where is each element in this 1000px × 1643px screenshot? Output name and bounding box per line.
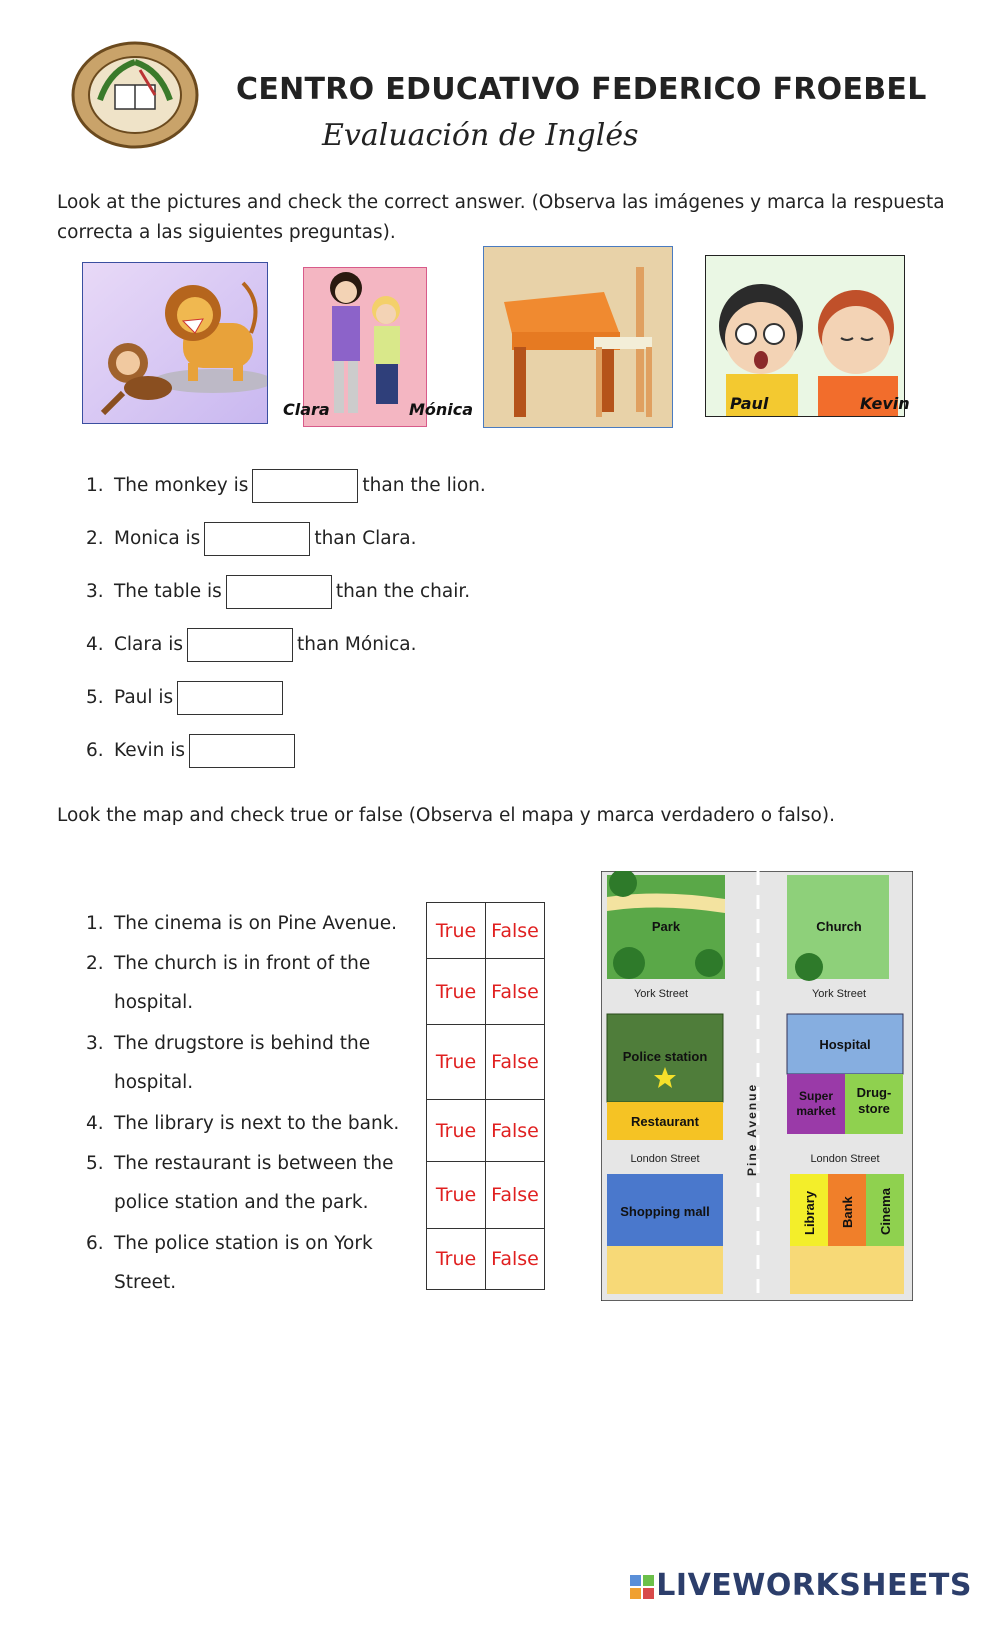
map-police-label: Police station <box>622 1049 708 1064</box>
true-option-5[interactable]: True <box>427 1162 486 1229</box>
question-number: 6. <box>86 740 104 761</box>
map-york-street-left: York Street <box>633 988 689 1000</box>
question-number: 3. <box>86 581 104 602</box>
statement-number: 4. <box>86 1113 104 1134</box>
question-text: The table is <box>114 581 222 602</box>
caption-paul: Paul <box>730 394 769 413</box>
question-5 <box>86 680 287 716</box>
statement-5 <box>86 1144 394 1222</box>
question-3 <box>86 574 470 610</box>
caption-monica: Mónica <box>409 400 474 419</box>
statement-number: 2. <box>86 953 104 974</box>
false-option-1[interactable]: False <box>486 903 545 959</box>
statement-text-cont: hospital. <box>114 992 194 1013</box>
map-london-street-left: London Street <box>630 1153 700 1165</box>
false-option-3[interactable]: False <box>486 1025 545 1100</box>
statement-number: 6. <box>86 1233 104 1254</box>
false-option-2[interactable]: False <box>486 959 545 1025</box>
map-pine-avenue-label: Pine Avenue <box>745 1082 759 1176</box>
question-number: 2. <box>86 528 104 549</box>
school-name: CENTRO EDUCATIVO FEDERICO FROEBEL <box>236 72 927 107</box>
question-text-after: than Mónica. <box>297 634 417 655</box>
true-option-1[interactable]: True <box>427 903 486 959</box>
map-library-label: Library <box>802 1190 817 1235</box>
false-option-4[interactable]: False <box>486 1100 545 1162</box>
map-hospital-label: Hospital <box>819 1037 871 1052</box>
statement-text: The church is in front of the <box>114 953 371 974</box>
question-text: Monica is <box>114 528 201 549</box>
map-church-label: Church <box>816 919 862 934</box>
true-false-table <box>426 902 545 1290</box>
statement-text-cont: hospital. <box>114 1072 194 1093</box>
true-option-4[interactable]: True <box>427 1100 486 1162</box>
question-number: 5. <box>86 687 104 708</box>
statement-4 <box>86 1104 399 1143</box>
question-4 <box>86 627 416 663</box>
statement-text: The restaurant is between the <box>114 1153 394 1174</box>
map-drugstore-label-1: Drug- <box>856 1085 892 1100</box>
map-bank-label: Bank <box>840 1196 855 1228</box>
false-option-5[interactable]: False <box>486 1162 545 1229</box>
question-text-after: than the chair. <box>335 581 471 602</box>
answer-box-4[interactable] <box>187 628 293 662</box>
caption-clara: Clara <box>283 400 330 419</box>
true-option-3[interactable]: True <box>427 1025 486 1100</box>
map-shopping-mall-label: Shopping mall <box>620 1204 710 1219</box>
map-cinema-label: Cinema <box>878 1188 893 1235</box>
map-drugstore-label-2: store <box>858 1101 890 1116</box>
map-restaurant-label: Restaurant <box>631 1114 699 1129</box>
true-option-6[interactable]: True <box>427 1229 486 1290</box>
instruction-map: Look the map and check true or false (Observa el mapa y marca verdadero o falso). <box>57 805 835 826</box>
table-chair-picture <box>483 246 673 428</box>
page-subtitle: Evaluación de Inglés <box>322 118 639 153</box>
statement-text: The police station is on York <box>114 1233 373 1254</box>
paul-kevin-picture <box>705 255 905 417</box>
answer-box-5[interactable] <box>177 681 283 715</box>
answer-box-2[interactable] <box>204 522 310 556</box>
statement-text: The cinema is on Pine Avenue. <box>114 913 398 934</box>
false-option-6[interactable]: False <box>486 1229 545 1290</box>
statement-text: The library is next to the bank. <box>114 1113 400 1134</box>
statement-text-cont: police station and the park. <box>114 1192 369 1213</box>
statement-6 <box>86 1224 373 1302</box>
statement-text-cont: Street. <box>114 1272 177 1293</box>
question-text-after: than the lion. <box>362 475 486 496</box>
map-london-street-right: London Street <box>810 1153 880 1165</box>
school-logo <box>70 40 200 150</box>
answer-box-6[interactable] <box>189 734 295 768</box>
instruction-pictures: Look at the pictures and check the correct answer. (Observa las imágenes y marca la respuesta correcta a las siguientes preguntas). <box>57 192 945 243</box>
statement-2 <box>86 944 370 1022</box>
liveworksheets-logo-icon <box>630 1575 654 1599</box>
statement-number: 3. <box>86 1033 104 1054</box>
brand-text: LIVEWORKSHEETS <box>656 1568 972 1603</box>
statement-number: 5. <box>86 1153 104 1174</box>
question-2 <box>86 521 416 557</box>
statement-1 <box>86 904 397 943</box>
question-text: Paul is <box>114 687 174 708</box>
question-text: Kevin is <box>114 740 186 761</box>
town-map <box>601 871 913 1301</box>
monkey-lion-picture <box>82 262 268 424</box>
question-number: 4. <box>86 634 104 655</box>
map-supermarket-label-1: Super <box>798 1089 834 1103</box>
question-text: The monkey is <box>114 475 249 496</box>
liveworksheets-brand[interactable] <box>630 1568 972 1603</box>
question-6 <box>86 733 299 769</box>
map-park-label: Park <box>651 919 681 934</box>
question-1 <box>86 468 486 504</box>
statement-3 <box>86 1024 370 1102</box>
statement-text: The drugstore is behind the <box>114 1033 371 1054</box>
caption-kevin: Kevin <box>860 394 910 413</box>
true-option-2[interactable]: True <box>427 959 486 1025</box>
statement-number: 1. <box>86 913 104 934</box>
map-york-street-right: York Street <box>811 988 867 1000</box>
question-text-after: than Clara. <box>314 528 417 549</box>
map-supermarket-label-2: market <box>796 1104 836 1118</box>
answer-box-1[interactable] <box>252 469 358 503</box>
question-text: Clara is <box>114 634 183 655</box>
question-number: 1. <box>86 475 104 496</box>
answer-box-3[interactable] <box>226 575 332 609</box>
